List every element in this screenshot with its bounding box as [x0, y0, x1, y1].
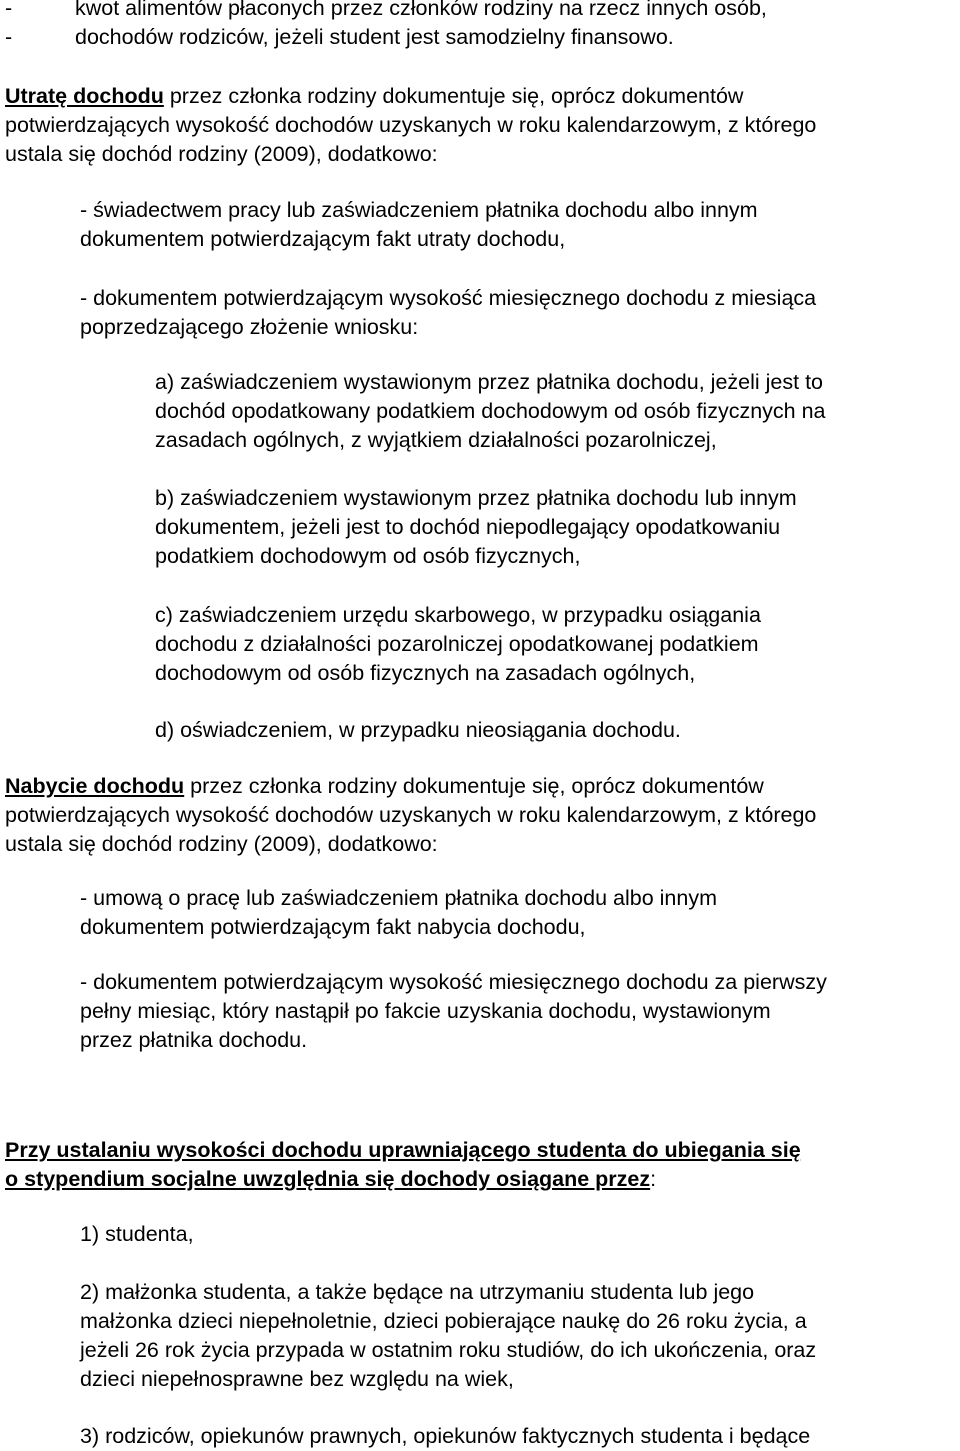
- loss-sub-c: dochodowym od osób fizycznych na zasadach ogólnych,: [155, 661, 696, 685]
- gain-item-2: przez płatnika dochodu.: [80, 1028, 308, 1052]
- loss-heading: Utratę dochodu: [5, 84, 164, 108]
- loss-sub-b: podatkiem dochodowym od osób fizycznych,: [155, 544, 581, 568]
- gain-heading: Nabycie dochodu: [5, 774, 185, 798]
- list-item-text: dochodów rodziców, jeżeli student jest samodzielny finansowo.: [75, 25, 674, 49]
- loss-sub-c: c) zaświadczeniem urzędu skarbowego, w przypadku osiągania: [155, 603, 761, 627]
- gain-item-2: pełny miesiąc, który nastąpił po fakcie uzyskania dochodu, wystawionym: [80, 999, 771, 1023]
- student-item-1: 1) studenta,: [80, 1222, 194, 1246]
- loss-intro-line: [5, 82, 743, 111]
- loss-sub-a: dochód opodatkowany podatkiem dochodowym od osób fizycznych na: [155, 399, 826, 423]
- loss-sub-a: zasadach ogólnych, z wyjątkiem działalności pozarolniczej,: [155, 428, 717, 452]
- list-item: [5, 23, 674, 52]
- loss-intro-line: ustala się dochód rodziny (2009), dodatkowo:: [5, 142, 438, 166]
- gain-item-1: dokumentem potwierdzającym fakt nabycia dochodu,: [80, 915, 586, 939]
- gain-intro-text: przez członka rodziny dokumentuje się, oprócz dokumentów: [184, 774, 764, 798]
- loss-item-1: dokumentem potwierdzającym fakt utraty dochodu,: [80, 227, 566, 251]
- loss-sub-a: a) zaświadczeniem wystawionym przez płatnika dochodu, jeżeli jest to: [155, 370, 824, 394]
- gain-item-1: - umową o pracę lub zaświadczeniem płatnika dochodu albo innym: [80, 886, 717, 910]
- loss-sub-b: b) zaświadczeniem wystawionym przez płatnika dochodu lub innym: [155, 486, 797, 510]
- loss-intro-line: potwierdzających wysokość dochodów uzyskanych w roku kalendarzowym, z którego: [5, 113, 817, 137]
- list-item: [5, 0, 767, 23]
- gain-intro-line: potwierdzających wysokość dochodów uzyskanych w roku kalendarzowym, z którego: [5, 803, 817, 827]
- student-heading: o stypendium socjalne uwzględnia się dochody osiągane przez: [5, 1167, 651, 1191]
- gain-intro-line: ustala się dochód rodziny (2009), dodatkowo:: [5, 832, 438, 856]
- student-item-2: małżonka dzieci niepełnoletnie, dzieci pobierające naukę do 26 roku życia, a: [80, 1309, 807, 1333]
- student-heading-colon: :: [650, 1167, 657, 1191]
- student-item-3: 3) rodziców, opiekunów prawnych, opiekunów faktycznych studenta i będące: [80, 1424, 811, 1448]
- student-item-2: jeżeli 26 rok życia przypada w ostatnim roku studiów, do ich ukończenia, oraz: [80, 1338, 817, 1362]
- loss-sub-c: dochodu z działalności pozarolniczej opodatkowanej podatkiem: [155, 632, 759, 656]
- student-item-2: dzieci niepełnosprawne bez względu na wiek,: [80, 1367, 514, 1391]
- loss-item-1: - świadectwem pracy lub zaświadczeniem płatnika dochodu albo innym: [80, 198, 758, 222]
- loss-sub-d: d) oświadczeniem, w przypadku nieosiągania dochodu.: [155, 718, 681, 742]
- student-item-2: 2) małżonka studenta, a także będące na utrzymaniu studenta lub jego: [80, 1280, 755, 1304]
- student-heading-line: [5, 1165, 656, 1194]
- gain-intro-line: [5, 772, 764, 801]
- list-item-text: kwot alimentów płaconych przez członków rodziny na rzecz innych osób,: [75, 0, 767, 20]
- student-heading: Przy ustalaniu wysokości dochodu uprawniającego studenta do ubiegania się: [5, 1138, 801, 1162]
- student-heading-line: [5, 1136, 801, 1165]
- gain-item-2: - dokumentem potwierdzającym wysokość miesięcznego dochodu za pierwszy: [80, 970, 827, 994]
- loss-intro-text: przez członka rodziny dokumentuje się, oprócz dokumentów: [163, 84, 744, 108]
- loss-item-2: poprzedzającego złożenie wniosku:: [80, 315, 419, 339]
- loss-item-2: - dokumentem potwierdzającym wysokość miesięcznego dochodu z miesiąca: [80, 286, 817, 310]
- list-dash: -: [5, 25, 13, 49]
- loss-sub-b: dokumentem, jeżeli jest to dochód niepodlegający opodatkowaniu: [155, 515, 781, 539]
- list-dash: -: [5, 0, 13, 20]
